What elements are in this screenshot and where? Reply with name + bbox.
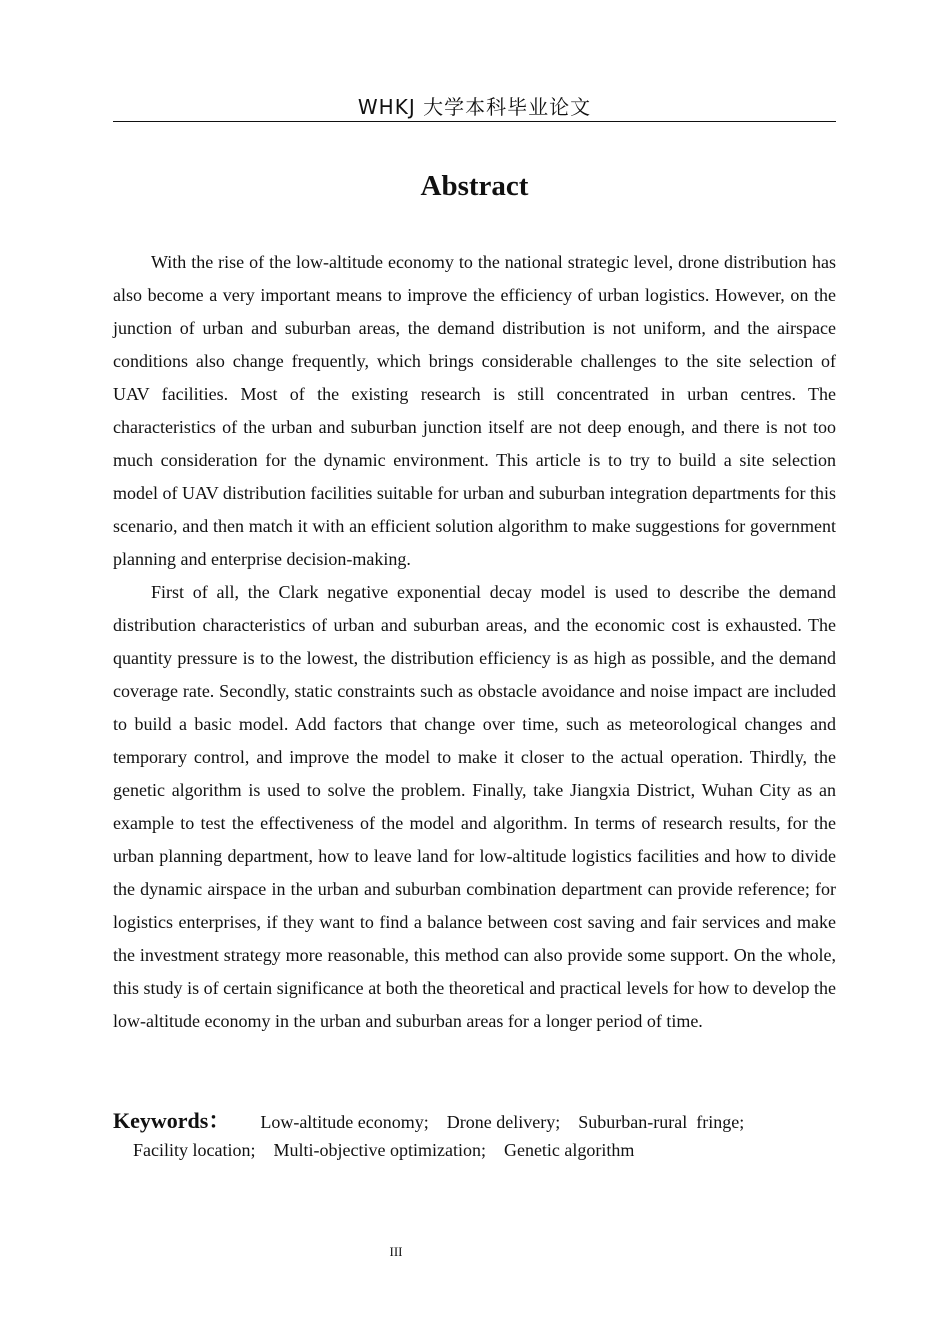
abstract-body <box>113 246 836 1038</box>
running-header: WHKJ 大学本科毕业论文 <box>357 95 592 119</box>
abstract-paragraph-1: With the rise of the low-altitude economy to the national strategic level, drone distribution has also become a very important means to improve the efficiency of urban logistics. However, on the junction of urban and suburban areas, the demand distribution is not uniform, and the airspace conditions also change frequently, which brings considerable challenges to the site selection of UAV facilities. Most of the existing research is still concentrated in urban centres. The characteristics of the urban and suburban junction itself are not deep enough, and there is not too much consideration for the dynamic environment. This article is to try to build a site selection model of UAV distribution facilities suitable for urban and suburban integration departments for this scenario, and then match it with an efficient solution algorithm to make suggestions for government planning and enterprise decision-making. <box>113 252 836 569</box>
keyword-item: Low-altitude economy; <box>260 1112 429 1132</box>
page-title: Abstract <box>420 170 529 202</box>
abstract-paragraph-2: First of all, the Clark negative exponential decay model is used to describe the demand distribution characteristics of urban and suburban areas, and the economic cost is exhausted. The quantity pressure is to the lowest, the distribution efficiency is as high as possible, and the demand coverage rate. Secondly, static constraints such as obstacle avoidance and noise impact are included to build a basic model. Add factors that change over time, such as meteorological changes and temporary control, and improve the model to make it closer to the actual operation. Thirdly, the genetic algorithm is used to solve the problem. Finally, take Jiangxia District, Wuhan City as an example to test the effectiveness of the model and algorithm. In terms of research results, for the urban planning department, how to leave land for low-altitude logistics facilities and how to divide the dynamic airspace in the urban and suburban combination department can provide reference; for logistics enterprises, if they want to find a balance between cost saving and fair services and make the investment strategy more reasonable, this method can also provide some support. On the whole, this study is of certain significance at both the theoretical and practical levels for how to develop the low-altitude economy in the urban and suburban areas for a longer period of time. <box>113 582 836 1031</box>
header-rule <box>113 121 836 122</box>
keyword-item: Suburban-rural fringe; <box>578 1112 745 1132</box>
keywords-line-2 <box>113 1136 836 1164</box>
keywords-line-1 <box>113 1107 836 1136</box>
page-number: III <box>389 1244 403 1259</box>
keyword-item: Facility location; <box>133 1140 256 1160</box>
keywords-block <box>113 1107 836 1164</box>
keyword-item: Genetic algorithm <box>503 1140 635 1160</box>
keywords-label: Keywords： <box>113 1108 231 1133</box>
keyword-item: Multi-objective optimization; <box>273 1140 486 1160</box>
keyword-item: Drone delivery; <box>446 1112 561 1132</box>
